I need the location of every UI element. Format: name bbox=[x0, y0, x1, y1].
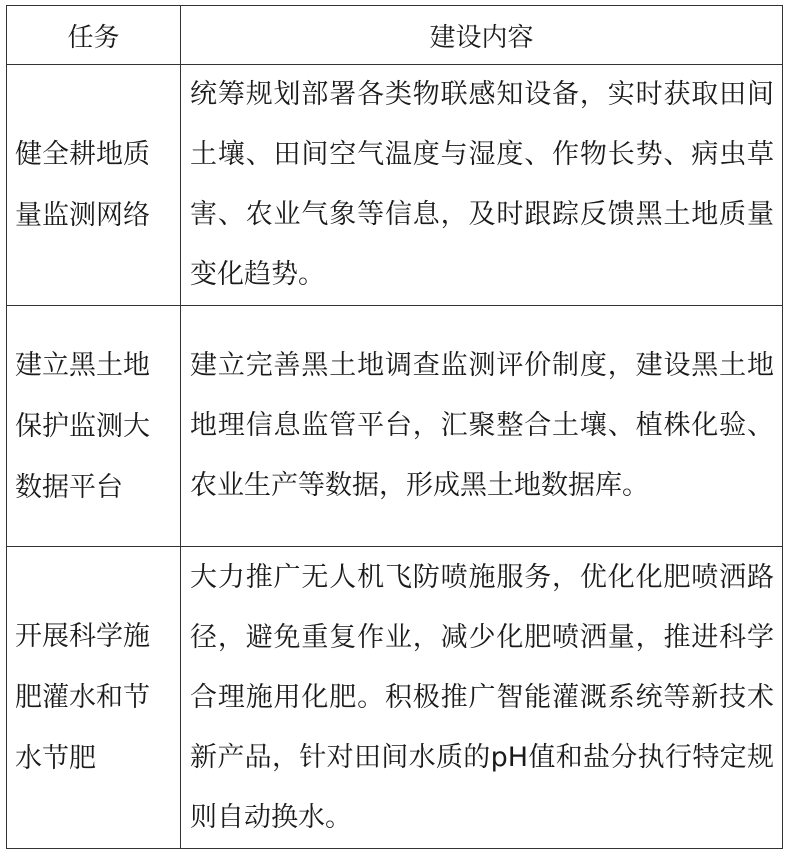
content-cell: 大力推广无人机飞防喷施服务，优化化肥喷洒路径，避免重复作业，减少化肥喷洒量，推进科学合理施用化肥。积极推广智能灌溉系统等新技术新产品，针对田间水质的pH值和盐分执行特定规则自动换水。 bbox=[181, 547, 783, 849]
task-cell: 健全耕地质量监测网络 bbox=[7, 65, 181, 306]
construction-task-table bbox=[6, 5, 783, 849]
table-row bbox=[7, 65, 783, 306]
table-header-row bbox=[7, 6, 783, 65]
table-row bbox=[7, 547, 783, 849]
task-cell: 开展科学施肥灌水和节水节肥 bbox=[7, 547, 181, 849]
content-cell: 建立完善黑土地调查监测评价制度，建设黑土地地理信息监管平台，汇聚整合土壤、植株化验、农业生产等数据，形成黑土地数据库。 bbox=[181, 306, 783, 547]
header-task: 任务 bbox=[7, 6, 181, 65]
task-cell: 建立黑土地保护监测大数据平台 bbox=[7, 306, 181, 547]
content-cell: 统筹规划部署各类物联感知设备，实时获取田间土壤、田间空气温度与湿度、作物长势、病虫草害、农业气象等信息，及时跟踪反馈黑土地质量变化趋势。 bbox=[181, 65, 783, 306]
table-row bbox=[7, 306, 783, 547]
header-content: 建设内容 bbox=[181, 6, 783, 65]
